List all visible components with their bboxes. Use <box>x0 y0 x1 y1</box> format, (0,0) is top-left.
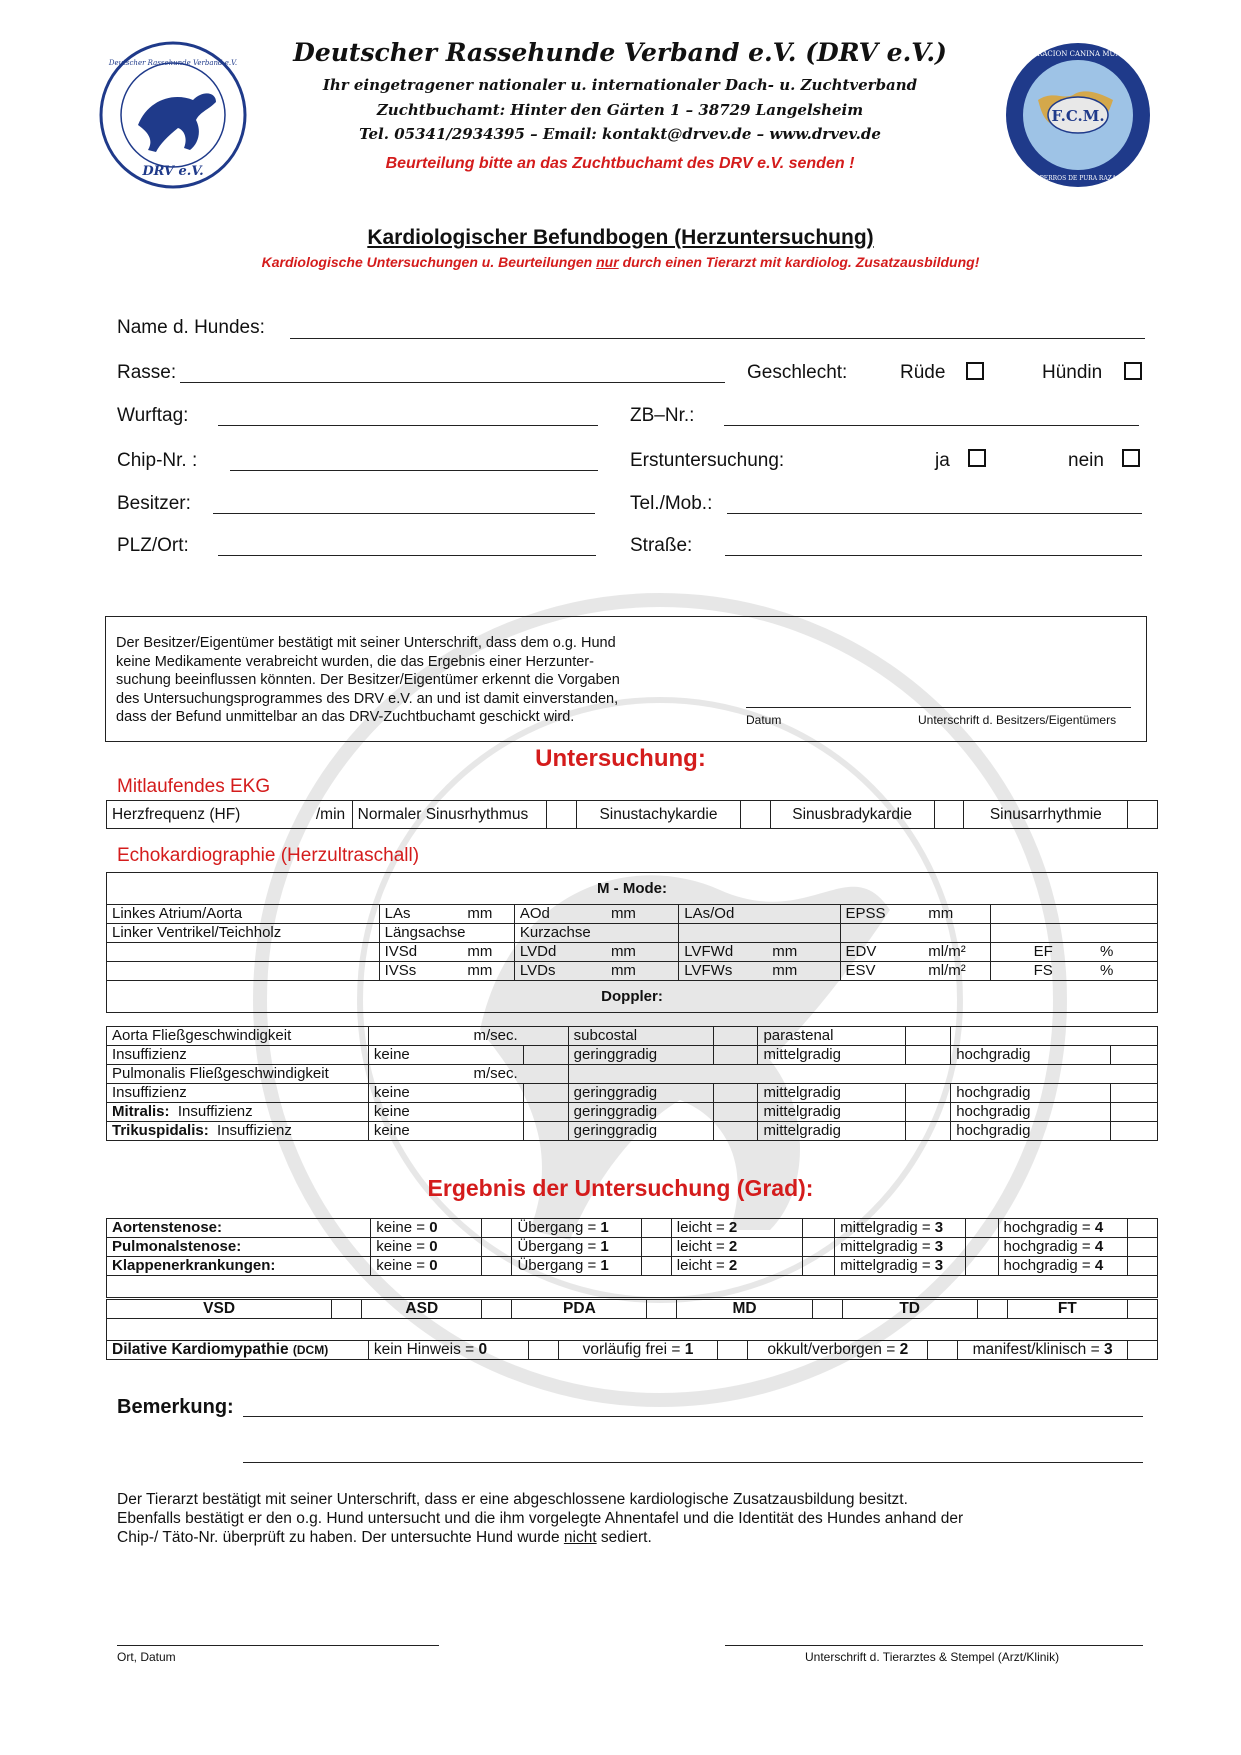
drv-logo-bottom: DRV e.V. <box>142 164 204 179</box>
drv-logo-ring: Deutscher Rassehunde Verband e.V. <box>108 59 238 67</box>
ekg-box-3[interactable] <box>934 801 964 829</box>
ekg-box-1[interactable] <box>547 801 577 829</box>
rasse-input[interactable] <box>180 382 725 383</box>
ort-datum-line[interactable] <box>117 1645 439 1646</box>
drv-logo <box>98 40 248 190</box>
name-input[interactable] <box>290 338 1145 339</box>
wurftag-label: Wurftag: <box>117 405 189 426</box>
fcm-logo-bottom: PERROS DE PURA RAZA <box>1039 175 1117 182</box>
besitzer-input[interactable] <box>213 513 595 514</box>
huendin-label: Hündin <box>1042 362 1103 383</box>
ekg-heading: Mitlaufendes EKG <box>117 776 271 797</box>
defects-row: VSD ASD PDA MD TD FT <box>107 1300 1158 1319</box>
ergebnis-table <box>106 1218 1158 1298</box>
fcm-logo-ring: FEDERACION CANINA MUNDIAL <box>1016 50 1140 58</box>
plz-label: PLZ/Ort: <box>117 535 189 556</box>
dcm-table <box>106 1340 1158 1360</box>
geschlecht-label: Geschlecht: <box>747 362 848 383</box>
echo-heading: Echokardiographie (Herzultraschall) <box>117 845 420 866</box>
tel-input[interactable] <box>727 513 1142 514</box>
ergebnis-heading: Ergebnis der Untersuchung (Grad): <box>427 1175 814 1201</box>
vet-signature-label: Unterschrift d. Tierarztes & Stempel (Arzt/Klinik) <box>805 1650 1060 1664</box>
bemerkung-label: Bemerkung: <box>117 1396 234 1418</box>
doppler-row: Trikuspidalis: Insuffizienz keine geringgradig mittelgradig hochgradig <box>107 1122 1158 1141</box>
vet-statement: Der Tierarzt bestätigt mit seiner Unterschrift, dass er eine abgeschlossene kardiologische Zusatzausbildung besitzt. Ebenfalls bestätigt er den o.g. Hund untersucht und die ihm vorgelegte Ahnentafel und die Identität des Hundes anhand der Chip-/ Täto-Nr. überprüft zu haben. Der untersuchte Hund wurde nicht sediert. <box>117 1491 964 1546</box>
ekg-opt-tachy: Sinustachykardie <box>576 801 740 829</box>
besitzer-label: Besitzer: <box>117 493 191 514</box>
ekg-opt-brady: Sinusbradykardie <box>770 801 934 829</box>
name-label: Name d. Hundes: <box>117 317 265 338</box>
org-subtitle: Ihr eingetragener nationaler u. internationaler Dach- u. Zuchtverband <box>322 76 918 94</box>
bemerkung-input-2[interactable] <box>243 1462 1143 1463</box>
bemerkung-input-1[interactable] <box>243 1416 1143 1417</box>
chip-input[interactable] <box>230 470 598 471</box>
zb-input[interactable] <box>724 425 1139 426</box>
form-subtitle: Kardiologische Untersuchungen u. Beurteilungen nur durch einen Tierarzt mit kardiolog. Zusatzausbildung! <box>261 254 980 270</box>
fcm-logo <box>1003 40 1153 190</box>
doppler-row: Insuffizienz keine geringgradig mittelgradig hochgradig <box>107 1084 1158 1103</box>
consent-unterschrift: Unterschrift d. Besitzers/Eigentümers <box>918 713 1117 727</box>
chip-label: Chip-Nr. : <box>117 450 198 471</box>
zb-label: ZB–Nr.: <box>630 405 695 426</box>
doppler-row: Mitralis: Insuffizienz keine geringgradig mittelgradig hochgradig <box>107 1103 1158 1122</box>
vet-signature-line[interactable] <box>725 1645 1143 1646</box>
dcm-row: Dilative Kardiomypathie (DCM) kein Hinweis = 0 vorläufig frei = 1 okkult/verborgen = 2 manifest/klinisch = 3 <box>107 1341 1158 1360</box>
defects-table <box>106 1299 1158 1341</box>
doppler-row: Insuffizienz keine geringgradig mittelgradig hochgradig <box>107 1046 1158 1065</box>
grade-row: Klappenerkrankungen: keine = 0 Übergang = 1 leicht = 2 mittelgradig = 3 hochgradig = 4 <box>107 1257 1158 1276</box>
untersuchung-heading: Untersuchung: <box>535 745 706 772</box>
doppler-row: Pulmonalis Fließgeschwindigkeit m/sec. <box>107 1065 1158 1084</box>
org-name: Deutscher Rassehunde Verband e.V. (DRV e.V.) <box>293 38 947 67</box>
consent-datum: Datum <box>746 713 782 727</box>
strasse-input[interactable] <box>725 555 1142 556</box>
rasse-label: Rasse: <box>117 362 177 383</box>
mmode-title: M - Mode: <box>107 873 1158 905</box>
grade-row: Aortenstenose: keine = 0 Übergang = 1 leicht = 2 mittelgradig = 3 hochgradig = 4 <box>107 1219 1158 1238</box>
ekg-box-2[interactable] <box>741 801 771 829</box>
fcm-logo-center: F.C.M. <box>1051 107 1105 125</box>
consent-text: Der Besitzer/Eigentümer bestätigt mit seiner Unterschrift, dass dem o.g. Hund keine Medikamente verabreicht wurden, die das Ergebnis einer Herzunter- suchung beeinflussen könnten. Der Besitzer/Eigentümer erkennt die Vorgaben des Untersuchungsprogrammes des DRV e.V. an und ist damit einverstanden, dass der Befund unmittelbar an das DRV-Zuchtbuchamt geschickt wird. <box>116 635 620 725</box>
ja-checkbox[interactable] <box>968 449 986 467</box>
tel-label: Tel./Mob.: <box>630 493 713 514</box>
form-title: Kardiologischer Befundbogen (Herzuntersuchung) <box>367 226 874 249</box>
wurftag-input[interactable] <box>218 425 598 426</box>
ekg-opt-normal: Normaler Sinusrhythmus <box>352 801 547 829</box>
consent-box <box>105 616 1147 742</box>
doppler-title: Doppler: <box>107 981 1158 1013</box>
echo-table: M - Mode: Linkes Atrium/Aorta LAs mm AOd mm LAs/Od EPSS mm Linker Ventrikel/Teichholz Längsachse Kurzachse IVSd mm LVDd mm LVFWd mm EDV ml/m² EF % IVSs mm LVDs mm LVFWs mm ESV ml/m² FS % Doppler: <box>106 872 1158 1013</box>
org-contact: Tel. 05341/2934395 – Email: kontakt@drvev.de – www.drvev.de <box>359 125 881 143</box>
consent-signature-line[interactable] <box>746 707 1131 708</box>
grade-row: Pulmonalstenose: keine = 0 Übergang = 1 leicht = 2 mittelgradig = 3 hochgradig = 4 <box>107 1238 1158 1257</box>
ort-datum-label: Ort, Datum <box>117 1650 176 1664</box>
ekg-table <box>106 800 1158 829</box>
doppler-table <box>106 1026 1158 1141</box>
ekg-opt-arrhythmie: Sinusarrhythmie <box>964 801 1128 829</box>
org-notice: Beurteilung bitte an das Zuchtbuchamt des DRV e.V. senden ! <box>385 155 855 172</box>
strasse-label: Straße: <box>630 535 693 556</box>
doppler-row: Aorta Fließgeschwindigkeit m/sec. subcostal parastenal <box>107 1027 1158 1046</box>
ruede-label: Rüde <box>900 362 946 383</box>
ruede-checkbox[interactable] <box>966 362 984 380</box>
ekg-box-4[interactable] <box>1128 801 1158 829</box>
ja-label: ja <box>935 450 950 471</box>
ekg-hf: Herzfrequenz (HF) <box>107 801 311 829</box>
erstuntersuchung-label: Erstuntersuchung: <box>630 450 785 471</box>
nein-checkbox[interactable] <box>1122 449 1140 467</box>
plz-input[interactable] <box>218 555 596 556</box>
ekg-hf-unit: /min <box>311 801 352 829</box>
huendin-checkbox[interactable] <box>1124 362 1142 380</box>
nein-label: nein <box>1068 450 1104 471</box>
org-address: Zuchtbuchamt: Hinter den Gärten 1 – 38729 Langelsheim <box>376 101 864 119</box>
